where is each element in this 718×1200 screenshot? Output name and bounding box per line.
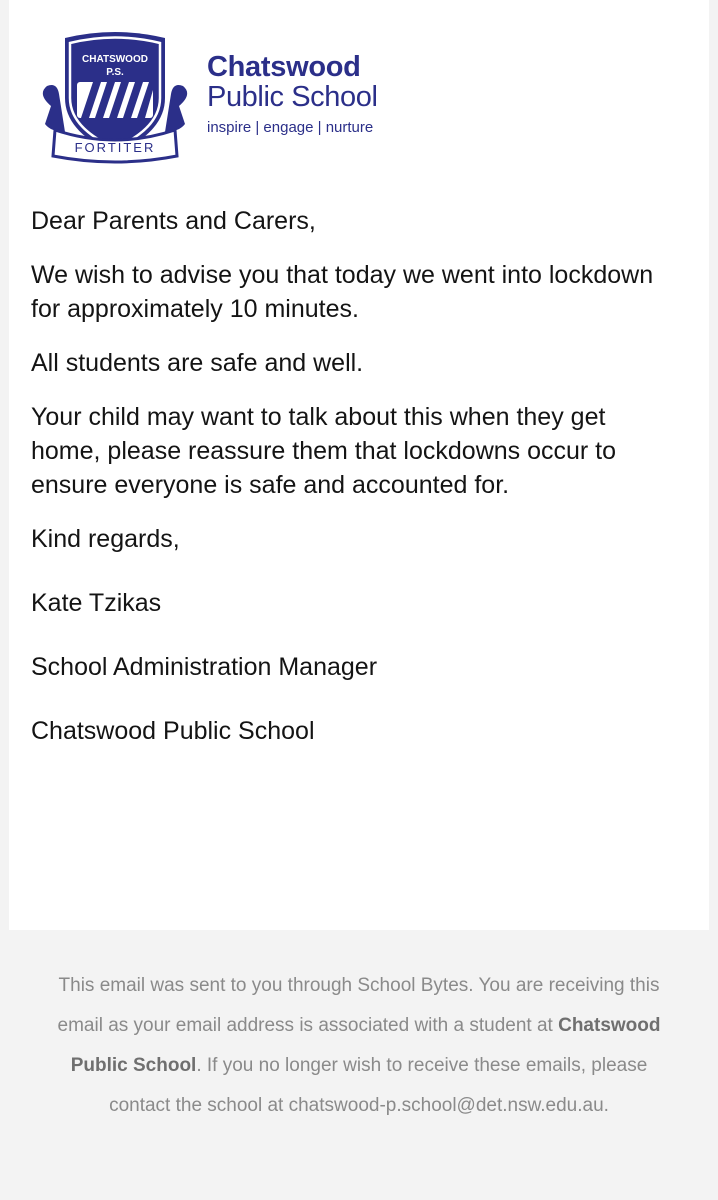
school-header <box>31 28 431 168</box>
sender-name: Kate Tzikas <box>31 589 162 617</box>
message-paragraph-3: Your child may want to talk about this when they get home, please reassure them that lockdowns occur to ensure everyone is safe and accounted for. <box>31 403 617 499</box>
closing: Kind regards, <box>31 525 180 553</box>
sender-title: School Administration Manager <box>31 653 378 681</box>
footer-text-before: This email was sent to you through School Bytes. You are receiving this email as your email address is associated with a student at <box>57 975 660 1036</box>
email-message <box>31 204 681 778</box>
school-wordmark <box>207 52 427 137</box>
message-paragraph-1: We wish to advise you that today we went into lockdown for approximately 10 minutes. <box>31 261 654 323</box>
crest-text-middle: P.S. <box>106 67 124 78</box>
school-name-line1: Chatswood <box>207 51 361 83</box>
crest-motto: FORTITER <box>74 140 156 155</box>
school-tagline: inspire | engage | nurture <box>207 119 374 136</box>
footer-school-name: Chatswood Public School <box>70 1015 661 1076</box>
crest-text-top: CHATSWOOD <box>82 54 148 65</box>
email-footer <box>0 966 718 1126</box>
school-name-line2: Public School <box>207 81 378 113</box>
greeting: Dear Parents and Carers, <box>31 207 316 235</box>
footer-text-after: . If you no longer wish to receive these emails, please contact the school at chatswood-p.school@det.nsw.edu.au. <box>109 1055 648 1116</box>
sender-org: Chatswood Public School <box>31 717 315 745</box>
message-paragraph-2: All students are safe and well. <box>31 349 364 377</box>
school-crest-icon <box>31 28 199 164</box>
email-body-card <box>9 0 709 930</box>
